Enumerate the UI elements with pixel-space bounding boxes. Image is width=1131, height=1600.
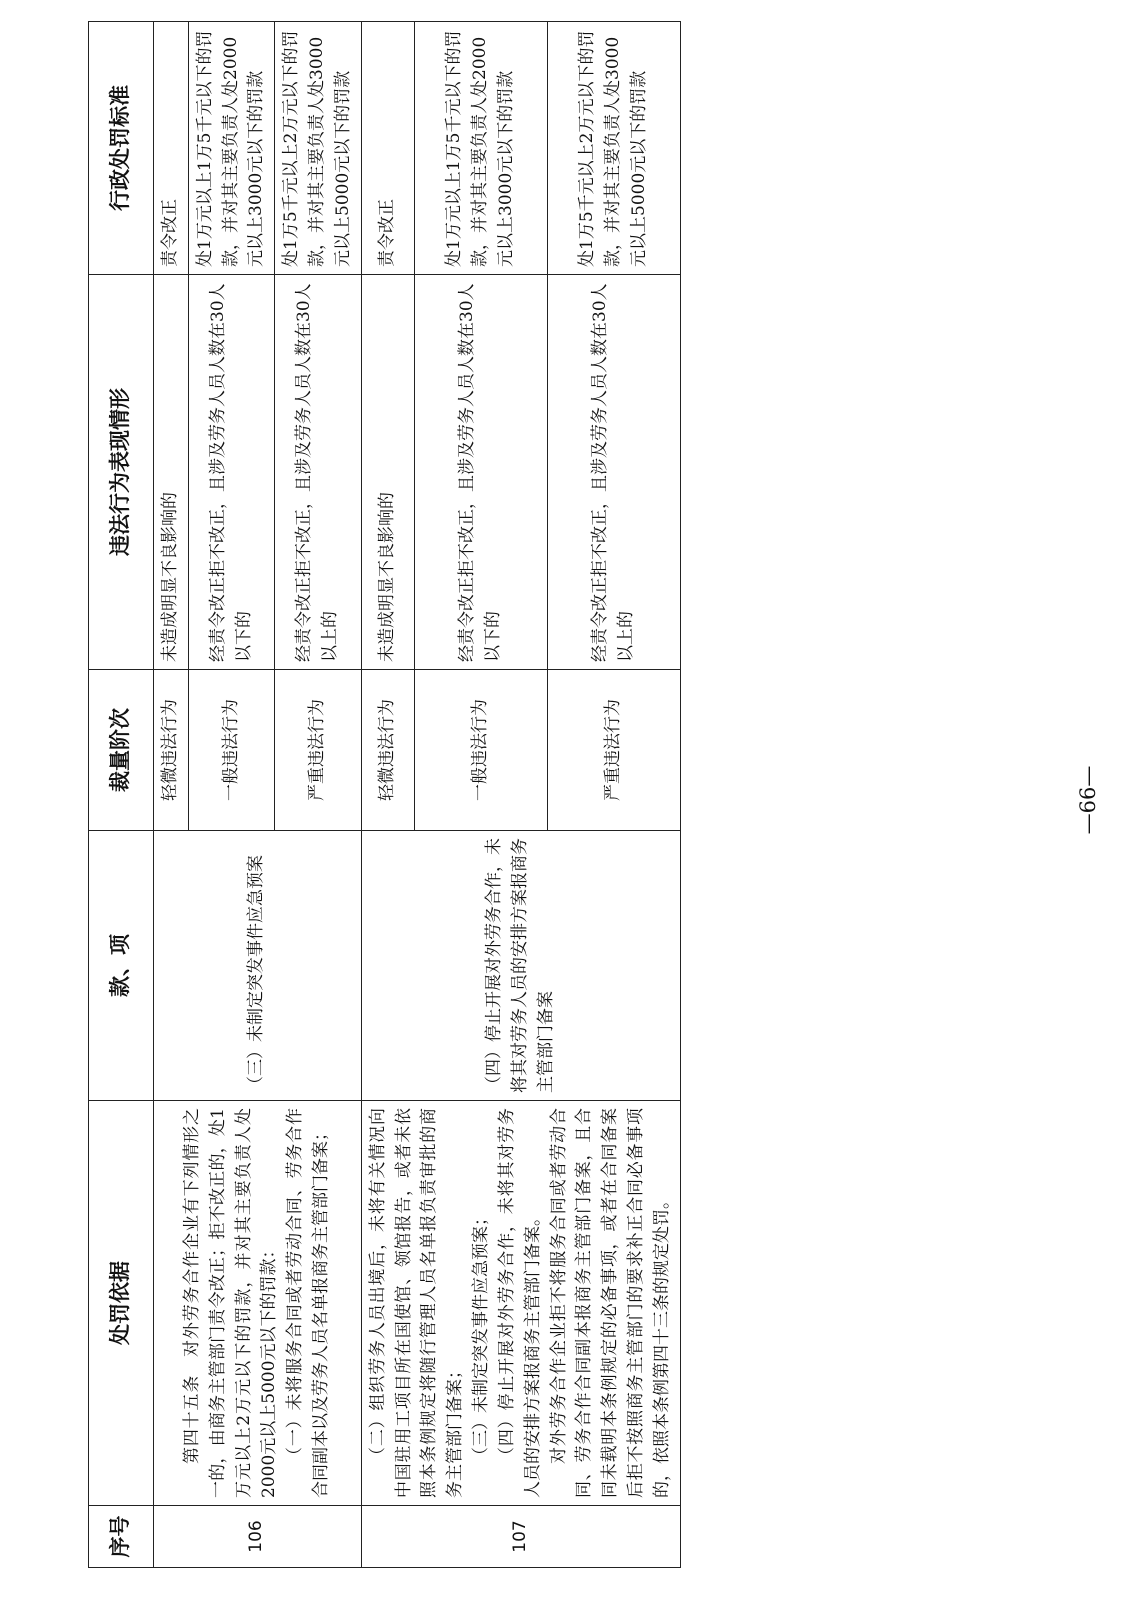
table-row [361,22,414,1568]
situation-cell: 未造成明显不良影响的 [361,275,414,670]
penalty-standard-table [88,21,681,1568]
situation-cell: 经责令改正拒不改正，且涉及劳务人员人数在30人以上的 [275,275,361,670]
basis-paragraph: 第四十五条 对外劳务合作企业有下列情形之一的，由商务主管部门责令改正；拒不改正的，处1万元以上2万元以下的罚款，并对其主要负责人处2000元以上5000元以下的罚款： [181,1108,280,1498]
header-clause: 款、项 [89,831,154,1101]
basis-paragraph: （四）停止开展对外劳务合作，未将其对劳务人员的安排方案报商务主管部门备案。 [496,1108,543,1498]
header-level: 裁量阶次 [89,670,154,831]
basis-paragraph: （一）未将服务合同或者劳动合同、劳务合作合同副本以及劳务人员名单报商务主管部门备案； [285,1108,332,1498]
situation-cell: 未造成明显不良影响的 [154,275,189,670]
level-cell: 一般违法行为 [188,670,274,831]
clause-cell: （三）未制定突发事件应急预案 [154,831,362,1101]
standard-cell: 处1万元以上1万5千元以下的罚款，并对其主要负责人处2000元以上3000元以下的罚款 [415,22,548,275]
header-seq: 序号 [89,1506,154,1568]
basis-paragraph: 对外劳务合作企业拒不将服务合同或者劳动合同、劳务合作合同副本报商务主管部门备案，且合同未载明本条例规定的必备事项，或者在合同备案后拒不按照商务主管部门的要求补正合同必备事项的，依照本条例第四十三条的规定处罚。 [548,1108,672,1498]
standard-cell: 处1万5千元以上2万元以下的罚款，并对其主要负责人处3000元以上5000元以下的罚款 [275,22,361,275]
table-row [154,22,189,1568]
table-header-row [89,22,154,1568]
row-number: 107 [361,1506,680,1568]
level-cell: 轻微违法行为 [361,670,414,831]
standard-cell: 处1万5千元以上2万元以下的罚款，并对其主要负责人处3000元以上5000元以下的罚款 [547,22,680,275]
standard-cell: 处1万元以上1万5千元以下的罚款，并对其主要负责人处2000元以上3000元以下的罚款 [188,22,274,275]
situation-cell: 经责令改正拒不改正，且涉及劳务人员人数在30人以下的 [415,275,548,670]
penalty-basis-cell [154,1101,362,1506]
header-basis: 处罚依据 [89,1101,154,1506]
level-cell: 严重违法行为 [275,670,361,831]
level-cell: 一般违法行为 [415,670,548,831]
clause-cell: （四）停止开展对外劳务合作，未将其对劳务人员的安排方案报商务主管部门备案 [361,831,680,1101]
standard-cell: 责令改正 [154,22,189,275]
basis-paragraph: （二）组织劳务人员出境后，未将有关情况向中国驻用工项目所在国使馆、领馆报告，或者未依照本条例规定将随行管理人员名单报负责审批的商务主管部门备案； [367,1108,466,1498]
header-standard: 行政处罚标准 [89,22,154,275]
header-situation: 违法行为表现情形 [89,275,154,670]
situation-cell: 经责令改正拒不改正，且涉及劳务人员人数在30人以下的 [188,275,274,670]
row-number: 106 [154,1506,362,1568]
penalty-basis-cell [361,1101,680,1506]
basis-paragraph: （三）未制定突发事件应急预案； [471,1209,492,1464]
standard-cell: 责令改正 [361,22,414,275]
situation-cell: 经责令改正拒不改正，且涉及劳务人员人数在30人以上的 [547,275,680,670]
level-cell: 严重违法行为 [547,670,680,831]
level-cell: 轻微违法行为 [154,670,189,831]
page-number: —66— [1076,765,1100,835]
